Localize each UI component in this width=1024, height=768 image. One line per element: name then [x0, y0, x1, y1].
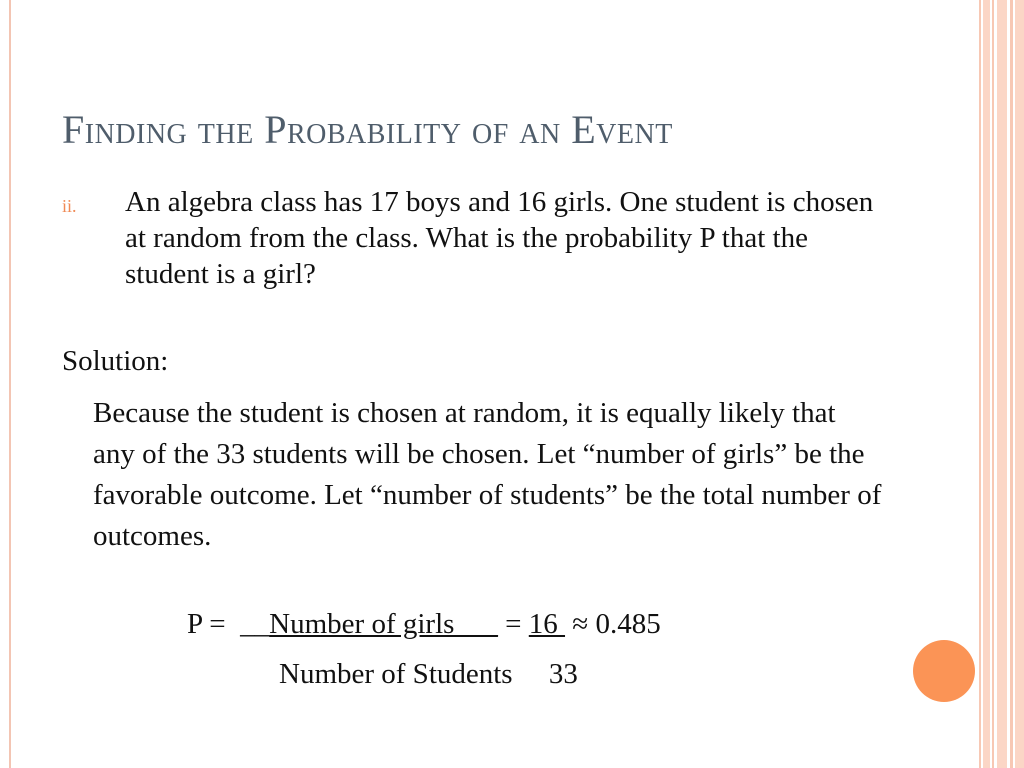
formula-equals: =	[497, 608, 529, 640]
slide-title: Finding the Probability of an Event	[62, 107, 673, 152]
stripe	[983, 0, 990, 768]
formula-lhs: P =	[187, 608, 241, 640]
right-decorative-stripes	[979, 0, 1024, 768]
decorative-circle	[913, 640, 975, 702]
left-border-line	[9, 0, 11, 768]
formula-denominator-line	[279, 656, 578, 692]
stripe	[992, 0, 994, 768]
formula-denominator-value: 33	[548, 658, 578, 690]
stripe	[1015, 0, 1024, 768]
bullet-marker: ii.	[62, 196, 77, 216]
formula-denominator-gap	[513, 658, 549, 690]
formula-numerator-line	[187, 606, 661, 642]
formula-numerator-label: Number of girls___	[269, 608, 498, 640]
formula-approx: ≈ 0.485	[565, 608, 661, 640]
stripe	[979, 0, 981, 768]
formula-lead-gap: __	[240, 608, 270, 640]
solution-label: Solution:	[62, 345, 169, 377]
stripe	[1010, 0, 1013, 768]
formula-denominator-label: Number of Students	[279, 658, 513, 690]
question-text: An algebra class has 17 boys and 16 girls. One student is chosen at random from the class. What is the probability P that the student is a girl?	[125, 186, 874, 290]
stripe	[997, 0, 1007, 768]
solution-text: Because the student is chosen at random, it is equally likely that any of the 33 students will be chosen. Let “number of girls” be the favorable outcome. Let “number of students” be the total number of outcomes.	[93, 397, 882, 552]
formula-numerator-value: 16	[528, 608, 566, 640]
